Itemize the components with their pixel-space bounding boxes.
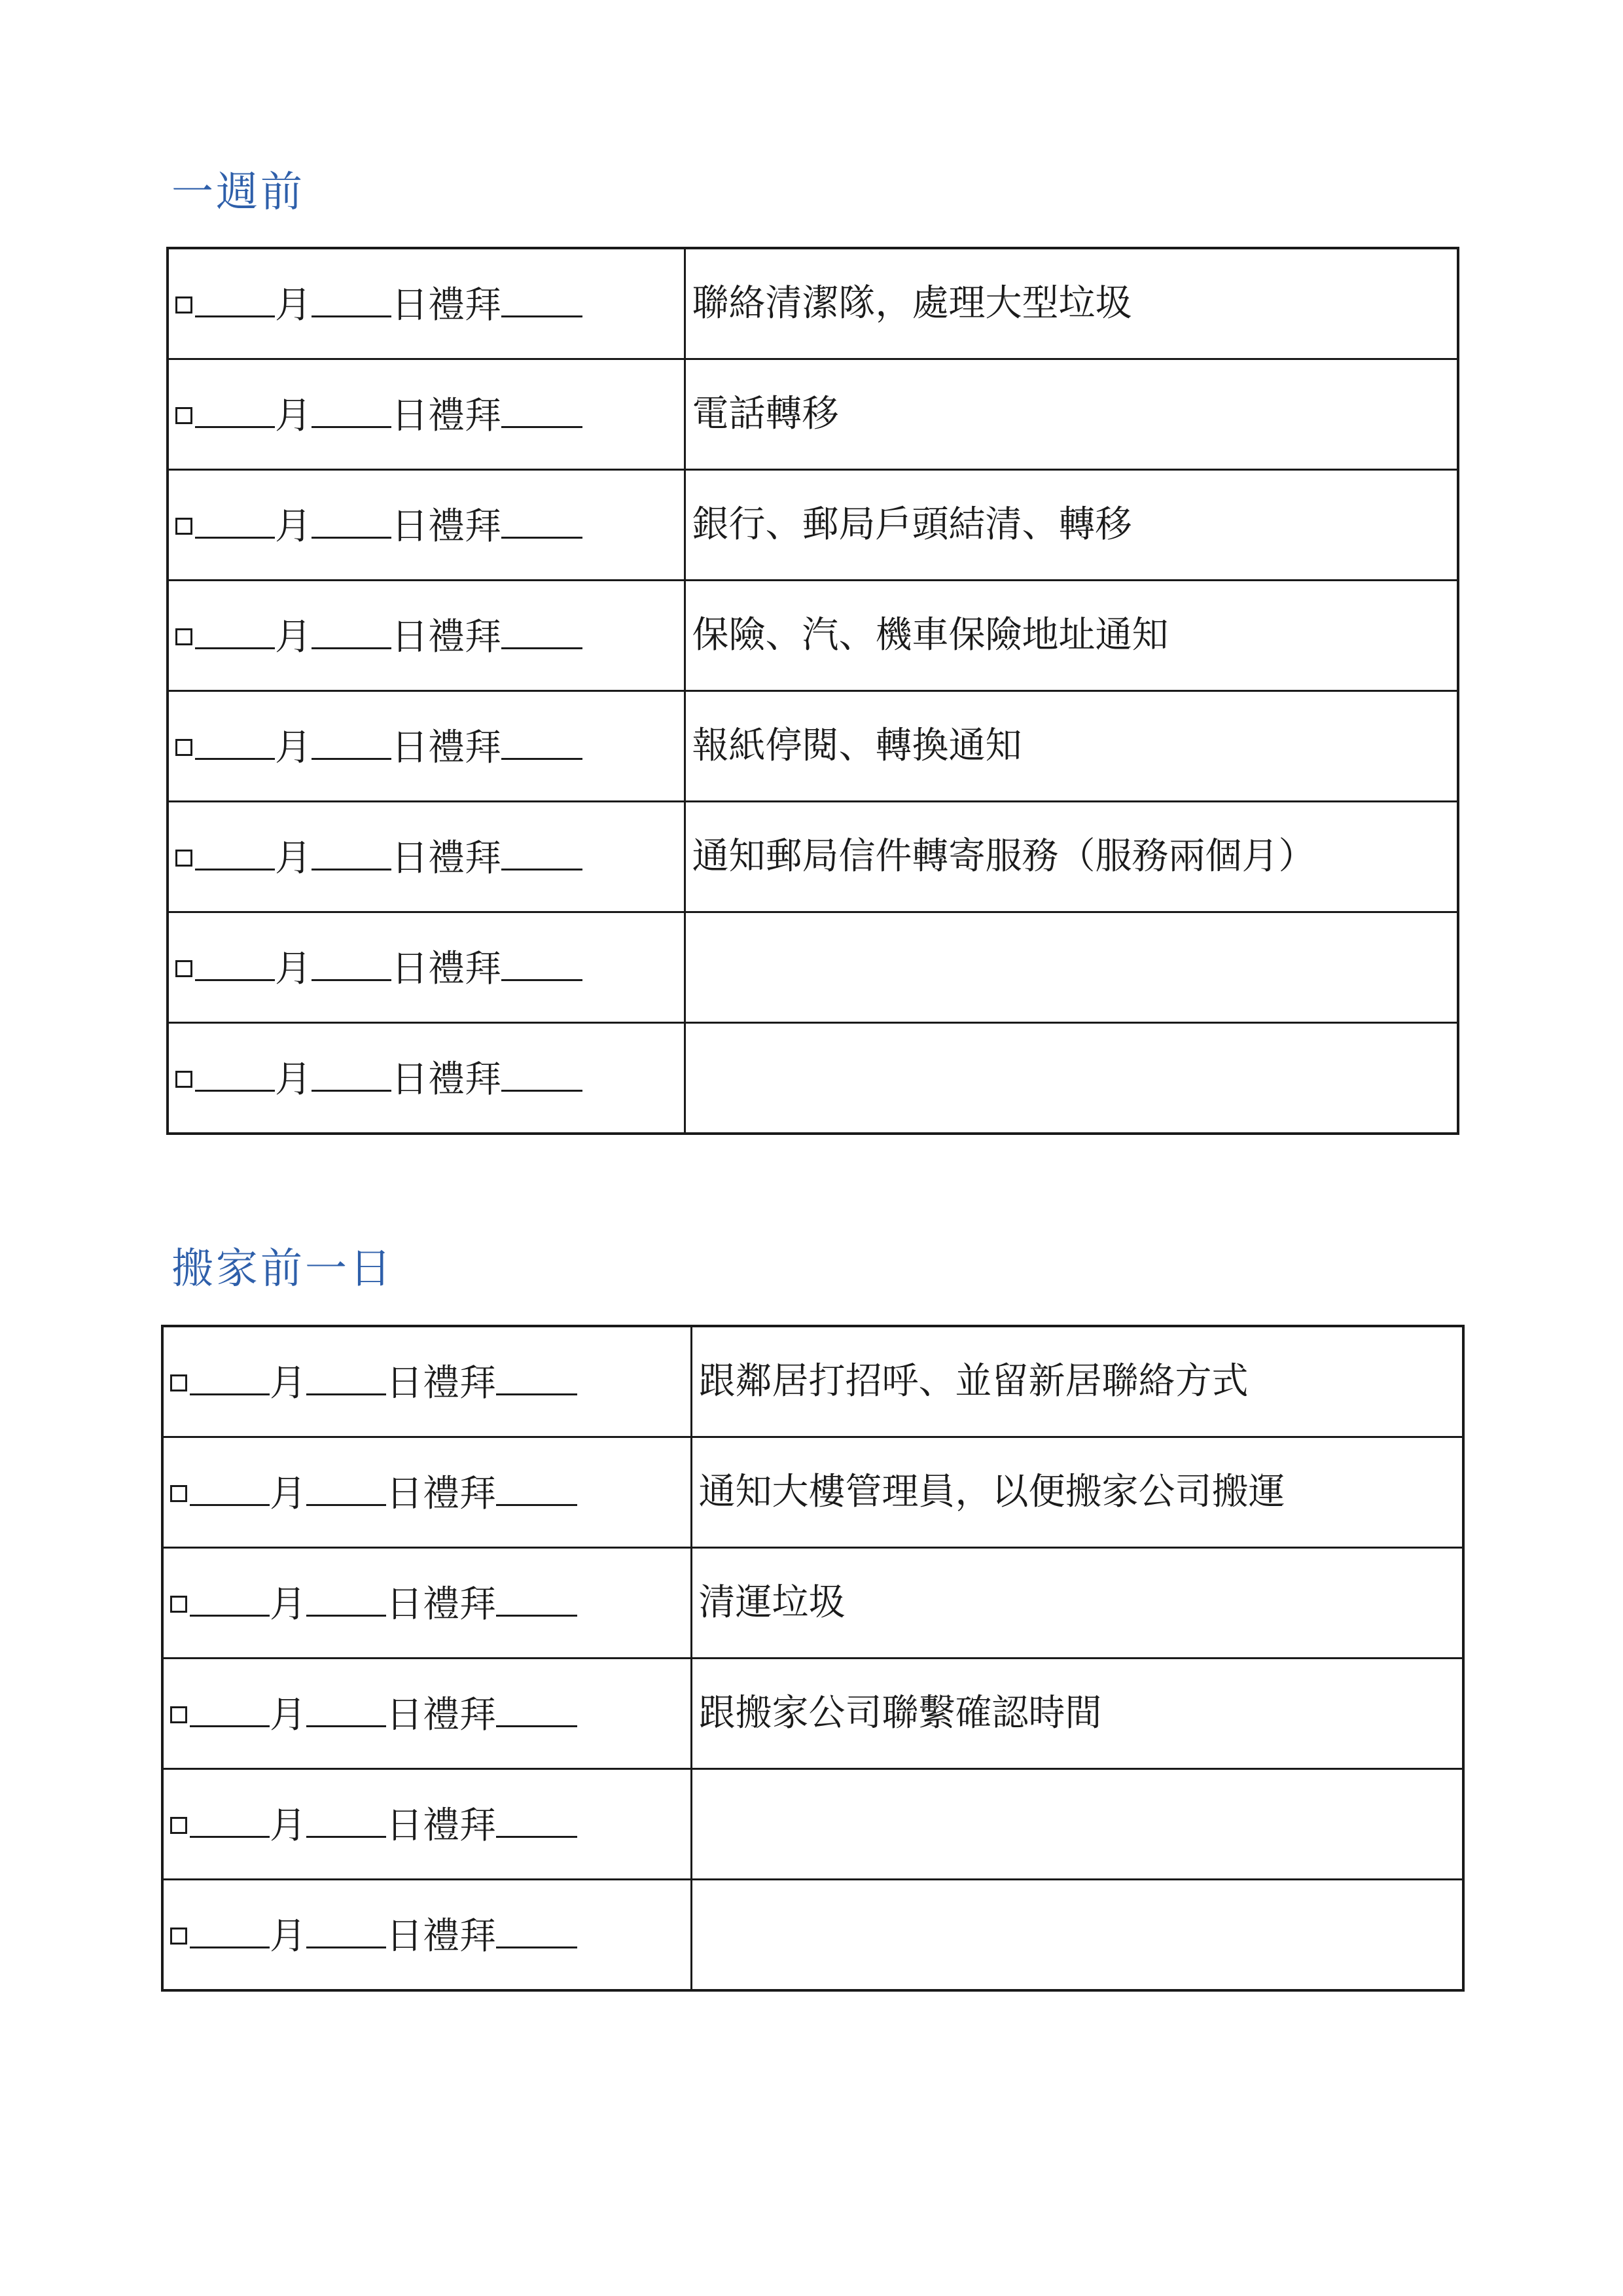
date-cell <box>168 470 685 581</box>
date-cell <box>162 1880 691 1991</box>
date-cell <box>162 1769 691 1880</box>
weekday-blank[interactable] <box>496 1694 577 1727</box>
day-blank[interactable] <box>306 1362 386 1395</box>
day-blank[interactable] <box>306 1804 386 1838</box>
task-cell: 通知大樓管理員，以便搬家公司搬運 <box>691 1437 1463 1548</box>
checkbox[interactable] <box>170 1485 187 1502</box>
date-cell <box>168 802 685 912</box>
task-cell: 跟搬家公司聯繫確認時間 <box>691 1659 1463 1769</box>
day-weekday-label: 日禮拜 <box>391 947 501 990</box>
weekday-blank[interactable] <box>496 1583 577 1617</box>
section-title-day-before-moving: 搬家前一日 <box>171 1245 394 1293</box>
day-weekday-label: 日禮拜 <box>386 1804 496 1847</box>
date-cell <box>168 359 685 470</box>
table-row <box>168 1023 1458 1134</box>
weekday-blank[interactable] <box>496 1362 577 1395</box>
month-blank[interactable] <box>195 505 275 539</box>
section-title-one-week-before: 一週前 <box>171 168 305 217</box>
table-row <box>162 1769 1463 1880</box>
table-row <box>168 912 1458 1023</box>
weekday-blank[interactable] <box>496 1804 577 1838</box>
task-cell: 銀行、郵局戶頭結清、轉移 <box>685 470 1458 581</box>
month-label: 月 <box>270 1804 306 1847</box>
month-label: 月 <box>275 947 312 990</box>
date-cell <box>162 1326 691 1437</box>
day-weekday-label: 日禮拜 <box>386 1472 496 1515</box>
date-cell <box>168 248 685 359</box>
checkbox[interactable] <box>170 1596 187 1613</box>
month-label: 月 <box>275 615 312 658</box>
task-cell: 報紙停閱、轉換通知 <box>685 691 1458 802</box>
day-weekday-label: 日禮拜 <box>386 1583 496 1626</box>
checkbox[interactable] <box>175 518 192 535</box>
day-blank[interactable] <box>312 1058 391 1092</box>
task-cell: 通知郵局信件轉寄服務（服務兩個月） <box>685 802 1458 912</box>
day-blank[interactable] <box>312 726 391 760</box>
month-label: 月 <box>275 1058 312 1101</box>
month-label: 月 <box>270 1583 306 1626</box>
date-cell <box>168 581 685 691</box>
weekday-blank[interactable] <box>501 726 582 760</box>
weekday-blank[interactable] <box>496 1473 577 1506</box>
table-row <box>168 470 1458 581</box>
task-cell: 清運垃圾 <box>691 1548 1463 1659</box>
day-blank[interactable] <box>306 1694 386 1727</box>
month-label: 月 <box>270 1472 306 1515</box>
day-weekday-label: 日禮拜 <box>391 836 501 880</box>
day-weekday-label: 日禮拜 <box>391 394 501 437</box>
day-blank[interactable] <box>312 395 391 428</box>
checkbox[interactable] <box>175 739 192 756</box>
day-weekday-label: 日禮拜 <box>386 1914 496 1958</box>
checkbox[interactable] <box>170 1928 187 1945</box>
month-label: 月 <box>275 726 312 769</box>
month-blank[interactable] <box>195 948 275 981</box>
month-blank[interactable] <box>190 1694 270 1727</box>
checkbox[interactable] <box>175 296 192 314</box>
task-cell[interactable] <box>685 1023 1458 1134</box>
checkbox[interactable] <box>170 1706 187 1723</box>
day-blank[interactable] <box>306 1583 386 1617</box>
month-blank[interactable] <box>195 284 275 317</box>
weekday-blank[interactable] <box>501 1058 582 1092</box>
month-blank[interactable] <box>190 1804 270 1838</box>
weekday-blank[interactable] <box>501 948 582 981</box>
task-cell: 電話轉移 <box>685 359 1458 470</box>
day-before-moving-checklist-table <box>161 1325 1465 1992</box>
table-row <box>162 1659 1463 1769</box>
day-weekday-label: 日禮拜 <box>391 505 501 548</box>
month-label: 月 <box>275 505 312 548</box>
date-cell <box>168 912 685 1023</box>
day-weekday-label: 日禮拜 <box>386 1693 496 1736</box>
month-label: 月 <box>270 1361 306 1405</box>
day-weekday-label: 日禮拜 <box>391 283 501 327</box>
month-label: 月 <box>275 394 312 437</box>
checkbox[interactable] <box>175 628 192 645</box>
month-blank[interactable] <box>195 616 275 649</box>
checkbox[interactable] <box>175 407 192 424</box>
table-row <box>162 1437 1463 1548</box>
table-row <box>162 1548 1463 1659</box>
table-row <box>168 802 1458 912</box>
month-blank[interactable] <box>190 1583 270 1617</box>
day-blank[interactable] <box>306 1915 386 1948</box>
task-cell[interactable] <box>691 1769 1463 1880</box>
weekday-blank[interactable] <box>496 1915 577 1948</box>
checkbox[interactable] <box>175 960 192 977</box>
date-cell <box>162 1659 691 1769</box>
month-label: 月 <box>270 1914 306 1958</box>
task-cell[interactable] <box>685 912 1458 1023</box>
month-blank[interactable] <box>190 1362 270 1395</box>
day-blank[interactable] <box>306 1473 386 1506</box>
month-blank[interactable] <box>195 837 275 870</box>
table-row <box>168 691 1458 802</box>
checkbox[interactable] <box>175 850 192 867</box>
task-cell: 聯絡清潔隊，處理大型垃圾 <box>685 248 1458 359</box>
day-weekday-label: 日禮拜 <box>391 615 501 658</box>
month-blank[interactable] <box>195 395 275 428</box>
date-cell <box>168 691 685 802</box>
checkbox[interactable] <box>170 1374 187 1391</box>
table-row <box>162 1326 1463 1437</box>
one-week-before-checklist-table <box>166 247 1459 1135</box>
task-cell[interactable] <box>691 1880 1463 1991</box>
month-blank[interactable] <box>190 1473 270 1506</box>
task-cell: 跟鄰居打招呼、並留新居聯絡方式 <box>691 1326 1463 1437</box>
month-label: 月 <box>275 283 312 327</box>
date-cell <box>168 1023 685 1134</box>
weekday-blank[interactable] <box>501 505 582 539</box>
day-weekday-label: 日禮拜 <box>386 1361 496 1405</box>
day-blank[interactable] <box>312 284 391 317</box>
table-row <box>162 1880 1463 1991</box>
month-label: 月 <box>275 836 312 880</box>
day-blank[interactable] <box>312 837 391 870</box>
weekday-blank[interactable] <box>501 284 582 317</box>
checkbox[interactable] <box>175 1071 192 1088</box>
date-cell <box>162 1548 691 1659</box>
table-row <box>168 359 1458 470</box>
weekday-blank[interactable] <box>501 395 582 428</box>
day-blank[interactable] <box>312 616 391 649</box>
day-weekday-label: 日禮拜 <box>391 1058 501 1101</box>
weekday-blank[interactable] <box>501 616 582 649</box>
checkbox[interactable] <box>170 1817 187 1834</box>
day-blank[interactable] <box>312 948 391 981</box>
month-blank[interactable] <box>195 1058 275 1092</box>
date-cell <box>162 1437 691 1548</box>
month-blank[interactable] <box>190 1915 270 1948</box>
table-row <box>168 581 1458 691</box>
task-cell: 保險、汽、機車保險地址通知 <box>685 581 1458 691</box>
day-weekday-label: 日禮拜 <box>391 726 501 769</box>
month-label: 月 <box>270 1693 306 1736</box>
month-blank[interactable] <box>195 726 275 760</box>
weekday-blank[interactable] <box>501 837 582 870</box>
day-blank[interactable] <box>312 505 391 539</box>
table-row <box>168 248 1458 359</box>
